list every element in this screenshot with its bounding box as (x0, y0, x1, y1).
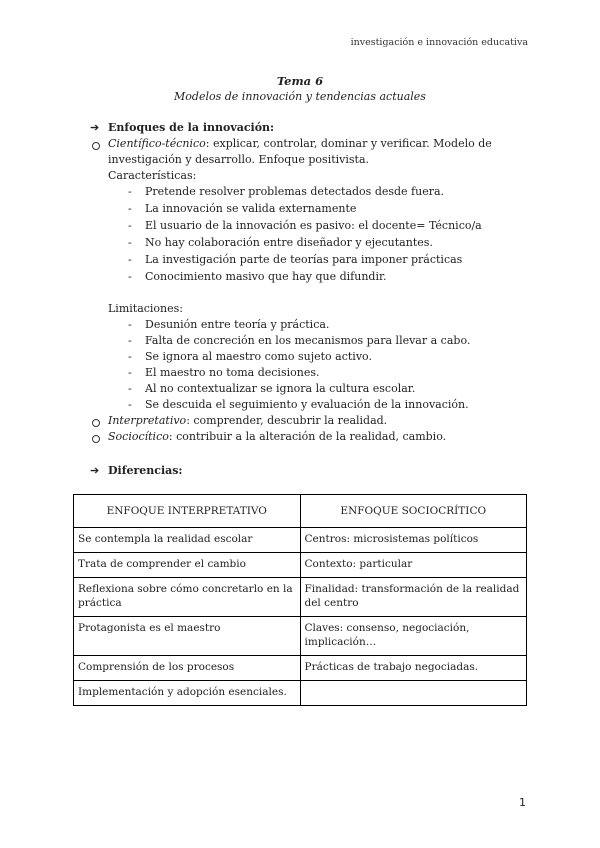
sociocritico-term: Sociocítico (108, 430, 169, 443)
page-number: 1 (519, 796, 526, 809)
caracteristica-item: Conocimiento masivo que hay que difundir. (145, 270, 387, 283)
dash-bullet-icon: - (128, 398, 132, 411)
limitacion-item: Desunión entre teoría y práctica. (145, 318, 330, 331)
arrow-bullet-icon: ➔ (90, 464, 100, 477)
cientifico-tecnico-item (108, 136, 492, 152)
table-cell: Finalidad: transformación de la realidad del centro (300, 578, 527, 617)
header-interpretativo: ENFOQUE INTERPRETATIVO (74, 495, 301, 528)
running-header: investigación e innovación educativa (350, 37, 528, 48)
topic-title: Tema 6 (276, 74, 324, 88)
dash-bullet-icon: - (128, 350, 132, 363)
dash-bullet-icon: - (128, 334, 132, 347)
table-row (74, 681, 527, 706)
table-row (74, 617, 527, 656)
table-cell: Reflexiona sobre cómo concretarlo en la práctica (74, 578, 301, 617)
table-cell: Contexto: particular (300, 553, 527, 578)
dash-bullet-icon: - (128, 253, 132, 266)
sociocritico-item (108, 429, 446, 445)
caracteristica-item: La investigación parte de teorías para imponer prácticas (145, 253, 463, 266)
table-cell: Protagonista es el maestro (74, 617, 301, 656)
table-row (74, 553, 527, 578)
caracteristica-item: El usuario de la innovación es pasivo: el docente= Técnico/a (145, 219, 482, 232)
interpretativo-term: Interpretativo (108, 414, 187, 427)
limitacion-item: El maestro no toma decisiones. (145, 366, 320, 379)
topic-subtitle: Modelos de innovación y tendencias actuales (174, 90, 426, 103)
table-cell: Claves: consenso, negociación, implicación… (300, 617, 527, 656)
limitacion-item: Se ignora al maestro como sujeto activo. (145, 350, 372, 363)
interpretativo-item (108, 413, 387, 429)
table-cell: Comprensión de los procesos (74, 656, 301, 681)
table-row (74, 578, 527, 617)
table-cell: Prácticas de trabajo negociadas. (300, 656, 527, 681)
caracteristicas-label: Características: (108, 169, 197, 182)
limitacion-item: Falta de concreción en los mecanismos para llevar a cabo. (145, 334, 471, 347)
table-cell: Se contempla la realidad escolar (74, 528, 301, 553)
section-heading-diferencias: Diferencias: (108, 464, 183, 477)
caracteristica-item: La innovación se valida externamente (145, 202, 357, 215)
dash-bullet-icon: - (128, 382, 132, 395)
table-cell (300, 681, 527, 706)
table-cell: Trata de comprender el cambio (74, 553, 301, 578)
sociocritico-desc: : contribuir a la alteración de la realidad, cambio. (168, 430, 447, 443)
header-sociocritico: ENFOQUE SOCIOCRÍTICO (300, 495, 527, 528)
caracteristica-item: No hay colaboración entre diseñador y ejecutantes. (145, 236, 433, 249)
caracteristica-item: Pretende resolver problemas detectados desde fuera. (145, 185, 445, 198)
circle-bullet-icon (92, 419, 100, 427)
dash-bullet-icon: - (128, 236, 132, 249)
table-row (74, 656, 527, 681)
dash-bullet-icon: - (128, 318, 132, 331)
limitacion-item: Se descuida el seguimiento y evaluación de la innovación. (145, 398, 469, 411)
table-cell: Centros: microsistemas políticos (300, 528, 527, 553)
table-header-row (74, 495, 527, 528)
circle-bullet-icon (92, 435, 100, 443)
section-heading-enfoques: Enfoques de la innovación: (108, 121, 275, 134)
dash-bullet-icon: - (128, 185, 132, 198)
circle-bullet-icon (92, 142, 100, 150)
limitaciones-label: Limitaciones: (108, 302, 183, 315)
dash-bullet-icon: - (128, 219, 132, 232)
cientifico-tecnico-term: Científico-técnico (108, 137, 206, 150)
table-row (74, 528, 527, 553)
interpretativo-desc: : comprender, descubrir la realidad. (186, 414, 388, 427)
limitacion-item: Al no contextualizar se ignora la cultura escolar. (145, 382, 416, 395)
dash-bullet-icon: - (128, 202, 132, 215)
dash-bullet-icon: - (128, 270, 132, 283)
table-cell: Implementación y adopción esenciales. (74, 681, 301, 706)
differences-table (73, 494, 527, 706)
arrow-bullet-icon: ➔ (90, 121, 100, 134)
cientifico-tecnico-desc-2: investigación y desarrollo. Enfoque positivista. (108, 153, 370, 166)
dash-bullet-icon: - (128, 366, 132, 379)
cientifico-tecnico-desc: : explicar, controlar, dominar y verificar. Modelo de (205, 137, 492, 150)
